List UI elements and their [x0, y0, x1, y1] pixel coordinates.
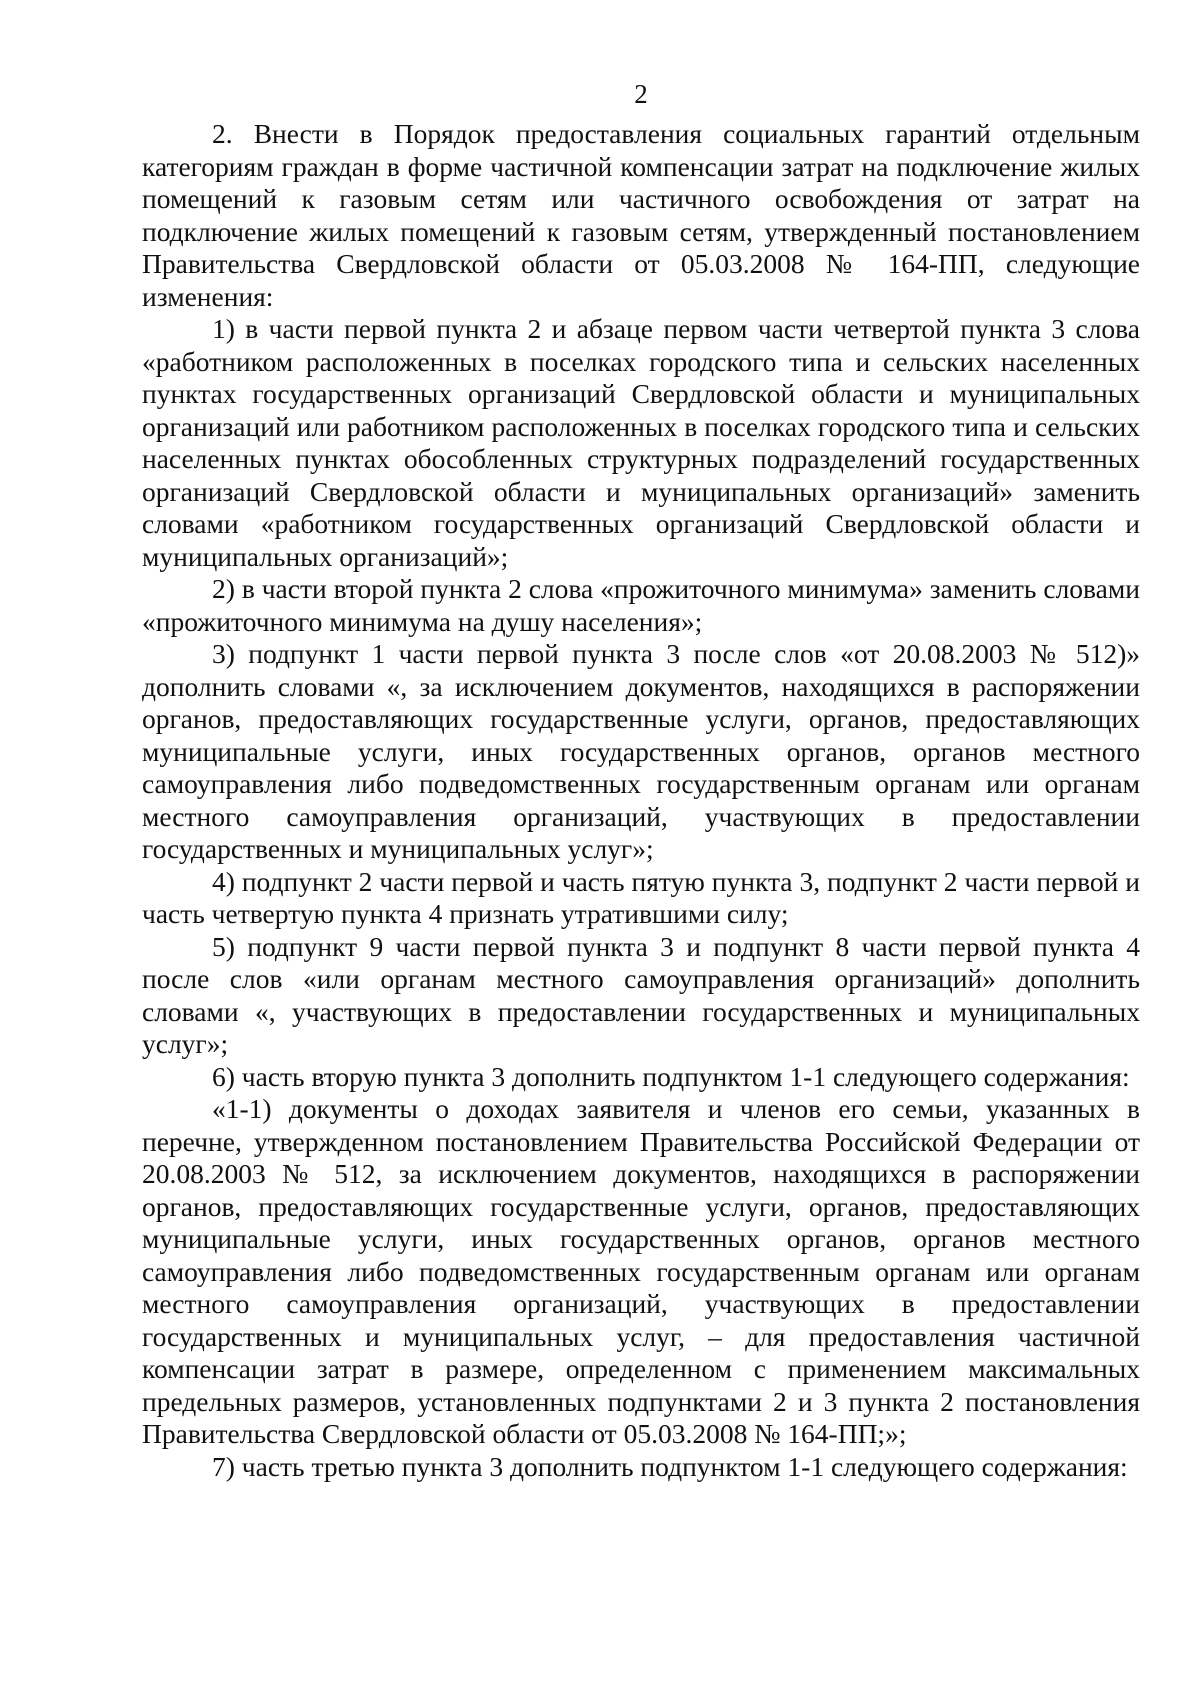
paragraph-item-2: 2. Внести в Порядок предоставления социальных гарантий отдельным категориям граждан в форме частичной компенсации затрат на подключение жилых помещений к газовым сетям или частичного освобождения от затрат на подключение жилых помещений к газовым сетям, утвержденный постановлением Правительства Свердловской области от 05.03.2008 № 164-ПП, следующие изменения:: [142, 118, 1140, 312]
paragraph-subitem-4: 4) подпункт 2 части первой и часть пятую пункта 3, подпункт 2 части первой и часть четвертую пункта 4 признать утратившими силу;: [142, 865, 1140, 929]
paragraph-subitem-3: 3) подпункт 1 части первой пункта 3 после слов «от 20.08.2003 № 512)» дополнить словами «, за исключением документов, находящихся в распоряжении органов, предоставляющих государственные услуги, органов, предоставляющих муниципальные услуги, иных государственных органов, органов местного самоуправления либо подведомственных государственным органам или органам местного самоуправления организаций, участвующих в предоставлении государственных и муниципальных услуг»;: [142, 638, 1140, 864]
paragraph-subitem-1: 1) в части первой пункта 2 и абзаце первом части четвертой пункта 3 слова «работником расположенных в поселках городского типа и сельских населенных пунктах государственных организаций Свердловской области и муниципальных организаций или работником расположенных в поселках городского типа и сельских населенных пунктах обособленных структурных подразделений государственных организаций Свердловской области и муниципальных организаций» заменить словами «работником государственных организаций Свердловской области и муниципальных организаций»;: [142, 313, 1140, 572]
paragraph-subitem-2: 2) в части второй пункта 2 слова «прожиточного минимума» заменить словами «прожиточного минимума на душу населения»;: [142, 573, 1140, 637]
paragraph-subitem-6: 6) часть вторую пункта 3 дополнить подпунктом 1-1 следующего содержания:: [212, 1060, 1130, 1092]
page-number: 2: [634, 79, 648, 109]
paragraph-subitem-5: 5) подпункт 9 части первой пункта 3 и подпункт 8 части первой пункта 4 после слов «или органам местного самоуправления организаций» дополнить словами «, участвующих в предоставлении государственных и муниципальных услуг»;: [142, 930, 1140, 1059]
document-body: [142, 118, 1140, 1483]
paragraph-subitem-7: 7) часть третью пункта 3 дополнить подпунктом 1-1 следующего содержания:: [212, 1450, 1128, 1482]
paragraph-quoted-subitem-1-1: «1-1) документы о доходах заявителя и членов его семьи, указанных в перечне, утвержденном постановлением Правительства Российской Федерации от 20.08.2003 № 512, за исключением документов, находящихся в распоряжении органов, предоставляющих государственные услуги, органов, предоставляющих муниципальные услуги, иных государственных органов, органов местного самоуправления либо подведомственных государственным органам или органам местного самоуправления организаций, участвующих в предоставлении государственных и муниципальных услуг, – для предоставления частичной компенсации затрат в размере, определенном с применением максимальных предельных размеров, установленных подпунктами 2 и 3 пункта 2 постановления Правительства Свердловской области от 05.03.2008 № 164-ПП;»;: [142, 1093, 1140, 1449]
